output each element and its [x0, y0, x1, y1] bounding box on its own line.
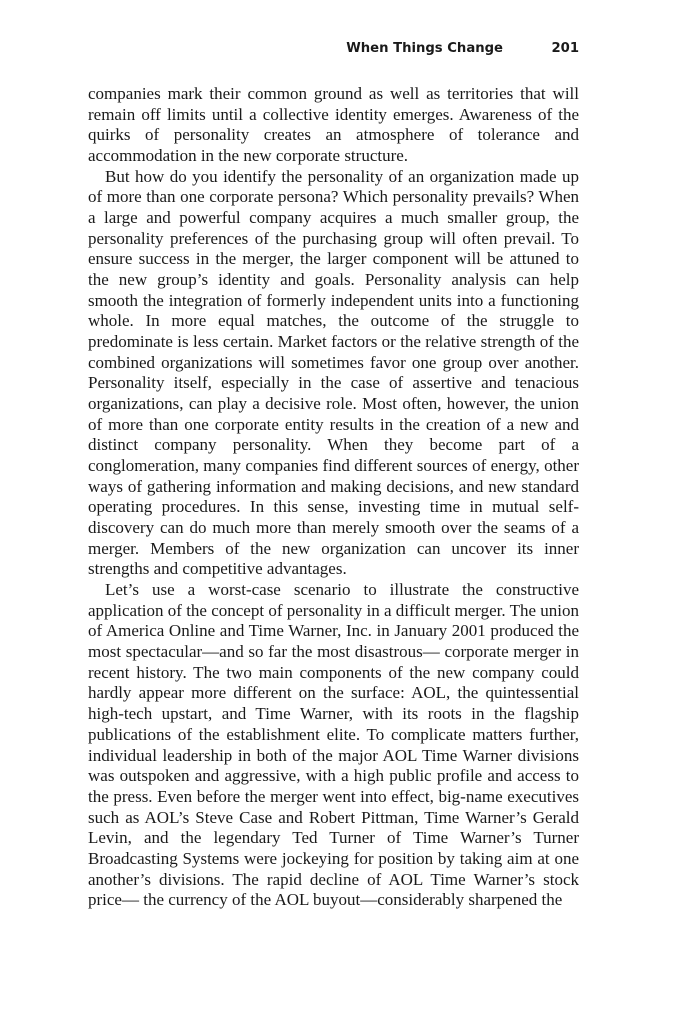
- running-head: [88, 41, 579, 59]
- paragraph-continued: companies mark their common ground as well as territories that will remain off limits until a collective identity emerges. Awareness of the quirks of personality creates an atmosphere of tolerance and accommodation in the new corporate structure.: [88, 84, 579, 166]
- paragraph-aol-time-warner: Let’s use a worst-case scenario to illustrate the constructive application of the concept of personality in a difficult merger. The union of America Online and Time Warner, Inc. in January 2001 produced the most spectacular—and so far the most disastrous— corporate merger in recent history. The two main components of the new company could hardly appear more different on the surface: AOL, the quintessential high-tech upstart, and Time Warner, with its roots in the flagship publications of the establishment elite. To complicate matters further, individual leadership in both of the major AOL Time Warner divisions was outspoken and aggressive, with a high public profile and access to the press. Even before the merger went into effect, big-name executives such as AOL’s Steve Case and Robert Pittman, Time Warner’s Gerald Levin, and the legendary Ted Turner of Time Warner’s Turner Broadcasting Systems were jockeying for position by taking aim at one another’s divisions. The rapid decline of AOL Time Warner’s stock price— the currency of the AOL buyout—considerably sharpened the: [88, 580, 579, 910]
- page-number: 201: [551, 41, 579, 56]
- body-text: [88, 84, 579, 911]
- paragraph-merger-personality: But how do you identify the personality of an organization made up of more than one corporate persona? Which personality prevails? When a large and powerful company acquires a much smaller group, the personality preferences of the purchasing group will often prevail. To ensure success in the merger, the larger component will be attuned to the new group’s identity and goals. Personality analysis can help smooth the integration of formerly independent units into a functioning whole. In more equal matches, the outcome of the struggle to predominate is less certain. Market factors or the relative strength of the combined organizations will sometimes favor one group over another. Personality itself, especially in the case of assertive and tenacious organizations, can play a decisive role. Most often, however, the union of more than one corporate entity results in the creation of a new and distinct company personality. When they become part of a conglomeration, many companies find different sources of energy, other ways of gathering information and making decisions, and new standard operating procedures. In this sense, investing time in mutual self-discovery can do much more than merely smooth over the seams of a merger. Members of the new organization can uncover its inner strengths and competitive advantages.: [88, 166, 579, 579]
- chapter-title: When Things Change: [346, 41, 503, 56]
